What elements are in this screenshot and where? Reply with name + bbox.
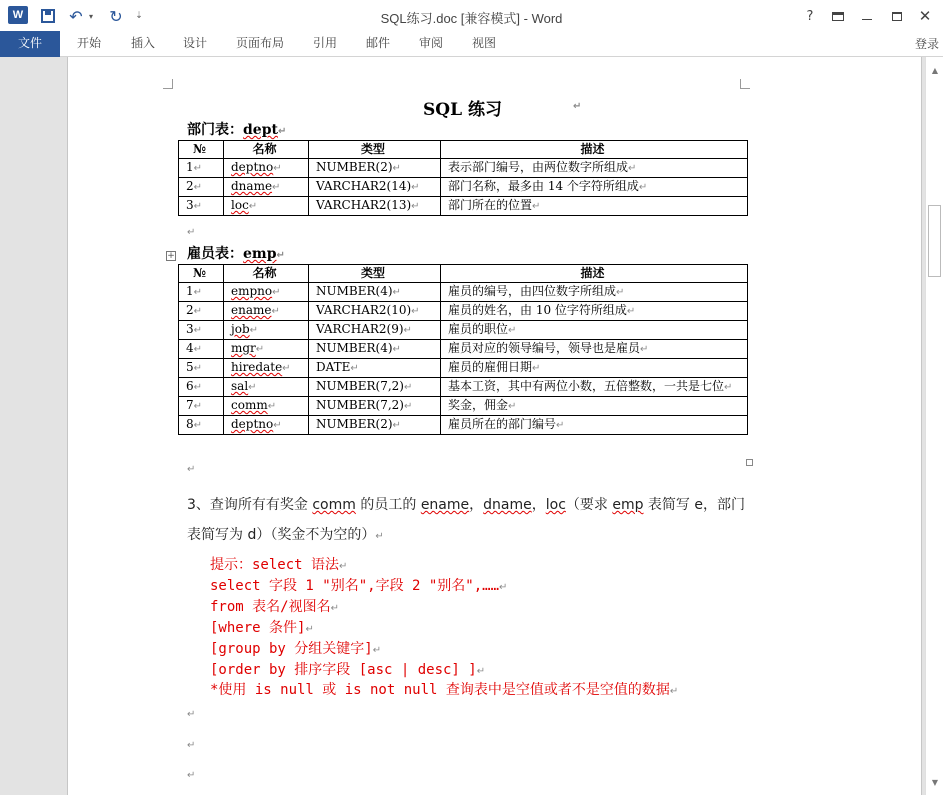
paragraph-mark: ↵ bbox=[187, 709, 196, 720]
table-row bbox=[179, 197, 748, 216]
field-name-cell: ename↵ bbox=[224, 302, 309, 321]
table-header-row bbox=[179, 265, 748, 283]
field-name-cell: deptno↵ bbox=[224, 159, 309, 178]
scroll-up-icon[interactable]: ▲ bbox=[931, 66, 939, 75]
field-type-cell: NUMBER(7,2)↵ bbox=[309, 378, 441, 397]
table-resize-handle[interactable] bbox=[746, 459, 753, 466]
hint-line: 提示：select 语法↵ bbox=[210, 557, 348, 573]
field-name-cell: loc↵ bbox=[224, 197, 309, 216]
column-header: 类型 bbox=[309, 265, 441, 283]
column-header: 名称 bbox=[224, 265, 309, 283]
column-header: 名称 bbox=[224, 141, 309, 159]
field-name-cell: job↵ bbox=[224, 321, 309, 340]
row-number-cell: 1↵ bbox=[179, 159, 224, 178]
row-number-cell: 8↵ bbox=[179, 416, 224, 435]
scroll-down-icon[interactable]: ▼ bbox=[931, 778, 939, 787]
hint-line: [order by 排序字段 [asc | desc] ]↵ bbox=[210, 662, 486, 678]
field-name-cell: empno↵ bbox=[224, 283, 309, 302]
row-number-cell: 7↵ bbox=[179, 397, 224, 416]
undo-icon[interactable]: ↶ bbox=[69, 6, 83, 26]
emp-section-heading: 雇员表：emp↵ bbox=[187, 246, 285, 262]
ribbon-tabs bbox=[0, 31, 943, 57]
scrollbar-thumb[interactable] bbox=[928, 205, 941, 277]
field-type-cell: VARCHAR2(9)↵ bbox=[309, 321, 441, 340]
field-type-cell: VARCHAR2(13)↵ bbox=[309, 197, 441, 216]
field-description-cell: 奖金，佣金↵ bbox=[441, 397, 748, 416]
column-header: № bbox=[179, 141, 224, 159]
window-title: SQL练习.doc [兼容模式] - Word bbox=[380, 11, 563, 26]
field-name-cell: comm↵ bbox=[224, 397, 309, 416]
field-name-cell: dname↵ bbox=[224, 178, 309, 197]
row-number-cell: 6↵ bbox=[179, 378, 224, 397]
table-row bbox=[179, 283, 748, 302]
column-header: № bbox=[179, 265, 224, 283]
column-header: 描述 bbox=[441, 141, 748, 159]
save-icon[interactable] bbox=[38, 6, 58, 26]
hint-line: select 字段 1 "别名",字段 2 "别名",……↵ bbox=[210, 578, 508, 594]
row-number-cell: 1↵ bbox=[179, 283, 224, 302]
field-type-cell: NUMBER(7,2)↵ bbox=[309, 397, 441, 416]
field-description-cell: 雇员的雇佣日期↵ bbox=[441, 359, 748, 378]
table-move-handle-icon[interactable]: + bbox=[167, 251, 175, 261]
field-name-cell: sal↵ bbox=[224, 378, 309, 397]
document-workspace bbox=[0, 57, 925, 795]
tab-review[interactable]: 审阅 bbox=[418, 36, 443, 50]
emp-table bbox=[178, 264, 748, 435]
tab-view[interactable]: 视图 bbox=[471, 36, 496, 50]
field-type-cell: NUMBER(4)↵ bbox=[309, 340, 441, 359]
word-app-icon[interactable]: W bbox=[8, 6, 28, 24]
hint-line: [group by 分组关键字]↵ bbox=[210, 641, 382, 657]
maximize-button[interactable] bbox=[884, 4, 910, 28]
dept-section-heading: 部门表：dept↵ bbox=[187, 122, 287, 138]
row-number-cell: 3↵ bbox=[179, 197, 224, 216]
field-type-cell: DATE↵ bbox=[309, 359, 441, 378]
tab-file[interactable]: 文件 bbox=[0, 31, 60, 57]
field-description-cell: 雇员对应的领导编号，领导也是雇员↵ bbox=[441, 340, 748, 359]
field-description-cell: 部门所在的位置↵ bbox=[441, 197, 748, 216]
dept-table bbox=[178, 140, 748, 216]
row-number-cell: 5↵ bbox=[179, 359, 224, 378]
hint-line: [where 条件]↵ bbox=[210, 620, 314, 636]
margin-corner-mark bbox=[740, 79, 750, 89]
field-description-cell: 雇员的姓名，由 10 位字符所组成↵ bbox=[441, 302, 748, 321]
field-description-cell: 基本工资，其中有两位小数，五倍整数，一共是七位↵ bbox=[441, 378, 748, 397]
column-header: 类型 bbox=[309, 141, 441, 159]
document-title: SQL 练习 ↵ bbox=[423, 100, 582, 120]
field-type-cell: NUMBER(2)↵ bbox=[309, 416, 441, 435]
field-description-cell: 部门名称，最多由 14 个字符所组成↵ bbox=[441, 178, 748, 197]
table-row bbox=[179, 321, 748, 340]
customize-qat-icon[interactable]: ⇣ bbox=[135, 11, 143, 21]
table-row bbox=[179, 159, 748, 178]
paragraph-mark: ↵ bbox=[187, 227, 196, 238]
paragraph-mark: ↵ bbox=[187, 740, 196, 751]
table-row bbox=[179, 397, 748, 416]
field-description-cell: 雇员所在的部门编号↵ bbox=[441, 416, 748, 435]
field-name-cell: mgr↵ bbox=[224, 340, 309, 359]
vertical-scrollbar[interactable] bbox=[925, 57, 943, 795]
table-row bbox=[179, 178, 748, 197]
row-number-cell: 2↵ bbox=[179, 302, 224, 321]
tab-design[interactable]: 设计 bbox=[182, 36, 207, 50]
hint-line: from 表名/视图名↵ bbox=[210, 599, 339, 615]
hint-line: *使用 is null 或 is not null 查询表中是空值或者不是空值的数据↵ bbox=[210, 682, 679, 698]
table-row bbox=[179, 340, 748, 359]
field-type-cell: VARCHAR2(14)↵ bbox=[309, 178, 441, 197]
tab-references[interactable]: 引用 bbox=[312, 36, 337, 50]
table-row bbox=[179, 359, 748, 378]
minimize-button[interactable] bbox=[854, 4, 880, 28]
column-header: 描述 bbox=[441, 265, 748, 283]
help-button[interactable]: ? bbox=[806, 8, 814, 24]
row-number-cell: 2↵ bbox=[179, 178, 224, 197]
tab-mailings[interactable]: 邮件 bbox=[365, 36, 390, 50]
paragraph-mark: ↵ bbox=[187, 770, 196, 781]
sign-in-link[interactable]: 登录 bbox=[914, 37, 939, 51]
question-paragraph: 3、查询所有有奖金 comm 的员工的 ename，dname，loc（要求 emp 表简写 e，部门表简写为 d）（奖金不为空的）↵ bbox=[187, 497, 745, 543]
field-type-cell: NUMBER(4)↵ bbox=[309, 283, 441, 302]
undo-dropdown-icon[interactable]: ▾ bbox=[88, 11, 93, 21]
field-description-cell: 表示部门编号，由两位数字所组成↵ bbox=[441, 159, 748, 178]
tab-insert[interactable]: 插入 bbox=[130, 36, 155, 50]
tab-layout[interactable]: 页面布局 bbox=[235, 36, 284, 50]
margin-corner-mark bbox=[163, 79, 173, 89]
title-bar bbox=[0, 0, 943, 31]
close-button[interactable]: ✕ bbox=[918, 7, 932, 25]
table-row bbox=[179, 416, 748, 435]
field-description-cell: 雇员的编号，由四位数字所组成↵ bbox=[441, 283, 748, 302]
paragraph-mark: ↵ bbox=[187, 464, 196, 475]
row-number-cell: 3↵ bbox=[179, 321, 224, 340]
field-name-cell: hiredate↵ bbox=[224, 359, 309, 378]
tab-home[interactable]: 开始 bbox=[76, 36, 101, 50]
field-name-cell: deptno↵ bbox=[224, 416, 309, 435]
row-number-cell: 4↵ bbox=[179, 340, 224, 359]
table-row bbox=[179, 378, 748, 397]
ribbon-display-options-icon[interactable] bbox=[825, 4, 851, 28]
table-row bbox=[179, 302, 748, 321]
redo-icon[interactable]: ↻ bbox=[109, 6, 123, 26]
field-type-cell: VARCHAR2(10)↵ bbox=[309, 302, 441, 321]
table-header-row bbox=[179, 141, 748, 159]
field-description-cell: 雇员的职位↵ bbox=[441, 321, 748, 340]
field-type-cell: NUMBER(2)↵ bbox=[309, 159, 441, 178]
